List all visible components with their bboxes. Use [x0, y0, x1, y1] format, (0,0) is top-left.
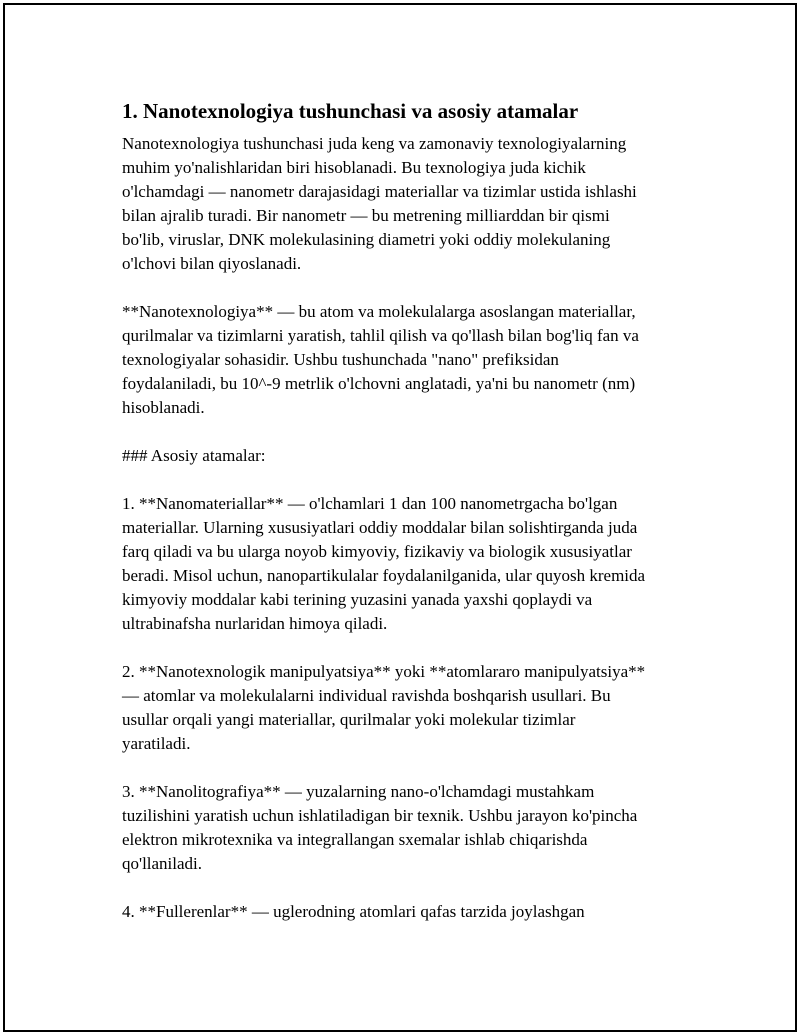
document-page — [3, 3, 797, 1032]
list-item-fullerenes: 4. **Fullerenlar** — uglerodning atomlari qafas tarzida joylashgan — [122, 902, 585, 921]
definition-paragraph: **Nanotexnologiya** — bu atom va molekulalarga asoslangan materiallar, qurilmalar va tizimlarni yaratish, tahlil qilish va qo'llash bilan bog'liq fan va texnologiyalar sohasidir. Ushbu tushunchada "nano" prefiksidan foydalaniladi, bu 10^-9 metrlik o'lchovni anglatadi, ya'ni bu nanometr (nm) hisoblanadi. — [122, 302, 639, 417]
section-heading: 1. Nanotexnologiya tushunchasi va asosiy atamalar — [122, 99, 579, 123]
list-item-nanomaterials: 1. **Nanomateriallar** — o'lchamlari 1 dan 100 nanometrgacha bo'lgan materiallar. Ularning xususiyatlari oddiy moddalar bilan solishtirganda juda farq qiladi va bu ularga noyob kimyoviy, fizikaviy va biologik xususiyatlar beradi. Misol uchun, nanopartikulalar foydalanilganida, ular quyosh kremida kimyoviy moddalar kabi terining yuzasini yanada yaxshi qoplaydi va ultrabinafsha nurlaridan himoya qiladi. — [122, 494, 646, 633]
subheading-line: ### Asosiy atamalar: — [122, 446, 266, 465]
list-item-nanolithography: 3. **Nanolitografiya** — yuzalarning nano-o'lchamdagi mustahkam tuzilishini yaratish uchun ishlatiladigan bir texnik. Ushbu jarayon ko'pincha elektron mikrotexnika va integrallangan sxemalar ishlab chiqarishda qo'llaniladi. — [122, 782, 638, 873]
intro-paragraph: Nanotexnologiya tushunchasi juda keng va zamonaviy texnologiyalarning muhim yo'nalishlaridan biri hisoblanadi. Bu texnologiya juda kichik o'lchamdagi — nanometr darajasidagi materiallar va tizimlar ustida ishlashi bilan ajralib turadi. Bir nanometr — bu metrening milliarddan bir qismi bo'lib, viruslar, DNK molekulasining diametri yoki oddiy molekulaning o'lchovi bilan qiyoslanadi. — [122, 134, 637, 273]
list-item-manipulation: 2. **Nanotexnologik manipulyatsiya** yoki **atomlararo manipulyatsiya** — atomlar va molekulalarni individual ravishda boshqarish usullari. Bu usullar orqali yangi materiallar, qurilmalar yoki molekular tizimlar yaratiladi. — [122, 662, 646, 753]
document-body — [122, 97, 697, 924]
